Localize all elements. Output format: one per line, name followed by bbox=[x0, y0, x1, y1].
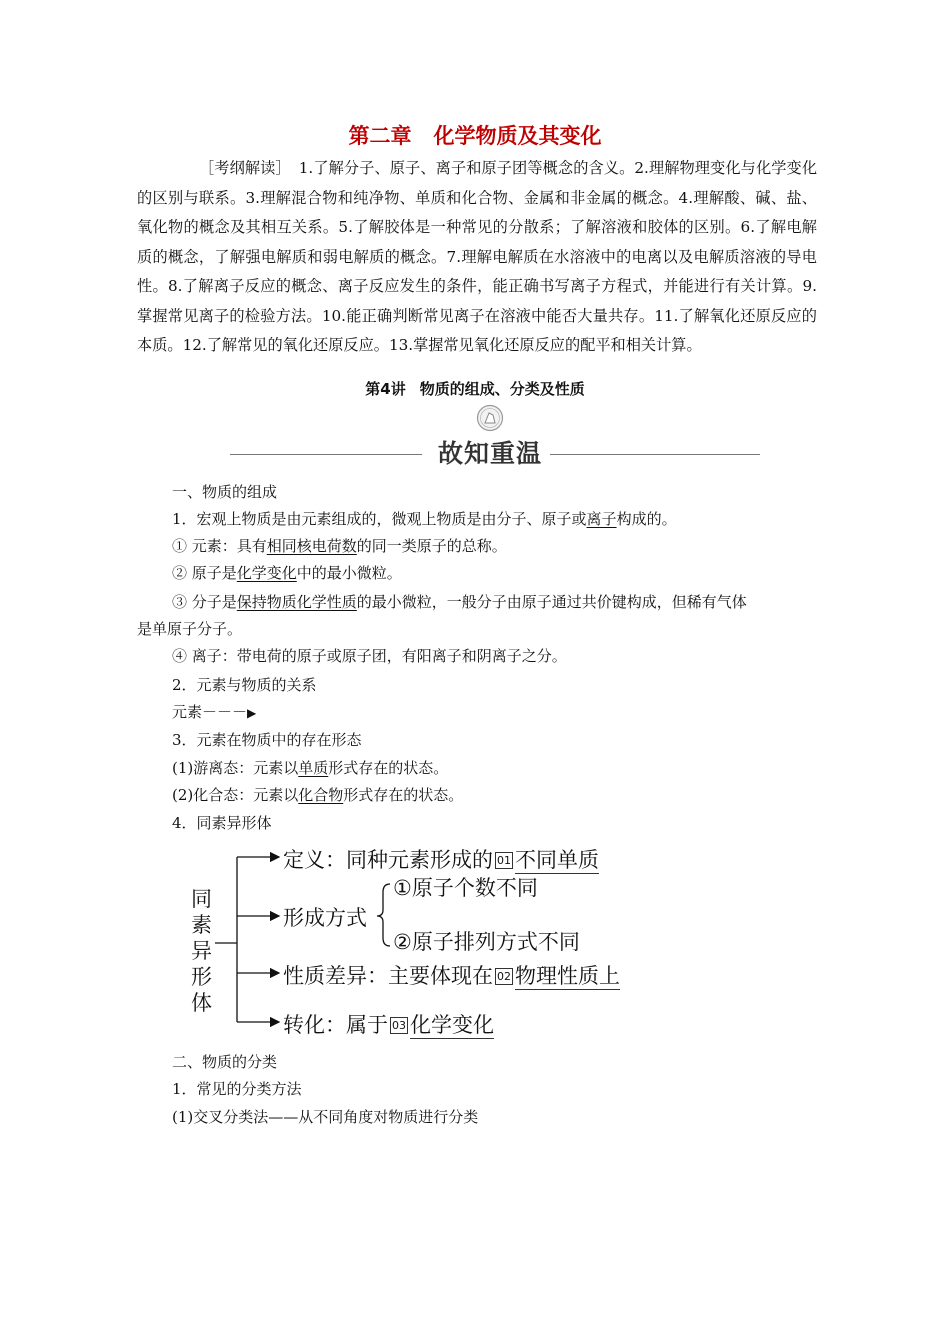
lecture-name: 物质的组成、分类及性质 bbox=[419, 380, 585, 398]
chapter-label: 第二章 bbox=[348, 124, 412, 148]
text: 中的最小微粒。 bbox=[296, 564, 402, 582]
syllabus-tag: ［考纲解读］ bbox=[199, 159, 291, 177]
text: ② 原子是 bbox=[172, 564, 237, 582]
text: (2)化合态：元素以 bbox=[172, 786, 299, 804]
definition-branch bbox=[283, 844, 599, 874]
underlined-answer: 相同核电荷数 bbox=[266, 537, 357, 555]
underlined-answer: 化学变化 bbox=[236, 564, 297, 582]
text: 定义：同种元素形成的 bbox=[283, 848, 493, 872]
paragraph bbox=[172, 536, 852, 556]
subheading: 2．元素与物质的关系 bbox=[172, 676, 317, 694]
text: 形式存在的状态。 bbox=[328, 759, 449, 777]
section-heading: 一、物质的组成 bbox=[172, 483, 278, 501]
answer-text: 物理性质上 bbox=[515, 964, 620, 988]
formation-branch-label: 形成方式 bbox=[283, 906, 367, 930]
paragraph bbox=[172, 592, 852, 612]
subheading: 3．元素在物质中的存在形态 bbox=[172, 731, 362, 749]
root-char: 同 bbox=[191, 887, 212, 911]
lecture-label: 第4讲 bbox=[365, 380, 406, 398]
paragraph bbox=[172, 509, 852, 529]
lecture-title bbox=[0, 378, 950, 399]
text: 转化：属于 bbox=[283, 1013, 388, 1037]
flask-badge-icon bbox=[476, 404, 504, 432]
syllabus-text: 1.了解分子、原子、离子和原子团等概念的含义。2.理解物理变化与化学变化的区别与联系。3.理解混合物和纯净物、单质和化合物、金属和非金属的概念。4.理解酸、碱、盐、氧化物的概念及其相互关系。5.了解胶体是一种常见的分散系；了解溶液和胶体的区别。6.了解电解质的概念，了解强电解质和弱电解质的概念。7.理解电解质在水溶液中的电离以及电解质溶液的导电性。8.了解离子反应的概念、离子反应发生的条件，能正确书写离子方程式，并能进行有关计算。9.掌握常见离子的检验方法。10.能正确判断常见离子在溶液中能否大量共存。11.了解氧化还原反应的本质。12.了解常见的氧化还原反应。13.掌握常见氧化还原反应的配平和相关计算。 bbox=[137, 159, 818, 354]
chapter-name: 化学物质及其变化 bbox=[433, 124, 602, 148]
syllabus-paragraph bbox=[137, 154, 817, 361]
underlined-answer: 单质 bbox=[298, 759, 329, 777]
answer-text: 不同单质 bbox=[515, 848, 599, 872]
paragraph-continuation: 是单原子分子。 bbox=[137, 620, 243, 638]
root-char: 形 bbox=[191, 965, 212, 989]
banner-divider-right bbox=[550, 454, 760, 455]
text: 构成的。 bbox=[616, 510, 677, 528]
paragraph bbox=[172, 758, 852, 778]
text: ① 元素：具有 bbox=[172, 537, 267, 555]
text: 性质差异：主要体现在 bbox=[283, 964, 493, 988]
text: 元素－－－ bbox=[172, 703, 248, 721]
paragraph bbox=[172, 785, 852, 805]
text: 形式存在的状态。 bbox=[343, 786, 464, 804]
underlined-answer: 保持物质化学性质 bbox=[236, 593, 357, 611]
text: 的最小微粒，一般分子由原子通过共价键构成，但稀有气体 bbox=[356, 593, 747, 611]
property-branch bbox=[283, 960, 620, 990]
subheading: 4．同素异形体 bbox=[172, 814, 272, 832]
paragraph: (1)交叉分类法——从不同角度对物质进行分类 bbox=[172, 1108, 479, 1126]
banner-divider-left bbox=[230, 454, 422, 455]
blank-number-box: 03 bbox=[392, 1019, 406, 1032]
banner-title: 故知重温 bbox=[437, 439, 542, 468]
formation-item: ②原子排列方式不同 bbox=[393, 930, 580, 954]
text: ③ 分子是 bbox=[172, 593, 237, 611]
chapter-title bbox=[0, 120, 950, 150]
underlined-answer: 化合物 bbox=[298, 786, 344, 804]
conversion-branch bbox=[283, 1009, 494, 1039]
underlined-answer: 离子 bbox=[586, 510, 617, 528]
root-char: 素 bbox=[191, 913, 212, 937]
paragraph bbox=[172, 563, 852, 583]
formation-item: ①原子个数不同 bbox=[393, 876, 538, 900]
blank-number-box: 01 bbox=[497, 854, 511, 867]
section-banner bbox=[230, 404, 760, 474]
arrow-right-icon: ▶ bbox=[247, 706, 257, 720]
text: 的同一类原子的总称。 bbox=[356, 537, 507, 555]
section-heading: 二、物质的分类 bbox=[172, 1053, 278, 1071]
blank-number-box: 02 bbox=[497, 970, 511, 983]
allotrope-diagram bbox=[185, 840, 665, 1040]
paragraph: ④ 离子：带电荷的原子或原子团，有阳离子和阴离子之分。 bbox=[172, 647, 567, 665]
text: 1．宏观上物质是由元素组成的，微观上物质是由分子、原子或 bbox=[172, 510, 587, 528]
root-char: 异 bbox=[191, 939, 212, 963]
relation-line bbox=[172, 702, 852, 723]
subheading: 1．常见的分类方法 bbox=[172, 1080, 302, 1098]
root-char: 体 bbox=[191, 991, 212, 1015]
text: (1)游离态：元素以 bbox=[172, 759, 299, 777]
answer-text: 化学变化 bbox=[410, 1013, 494, 1037]
